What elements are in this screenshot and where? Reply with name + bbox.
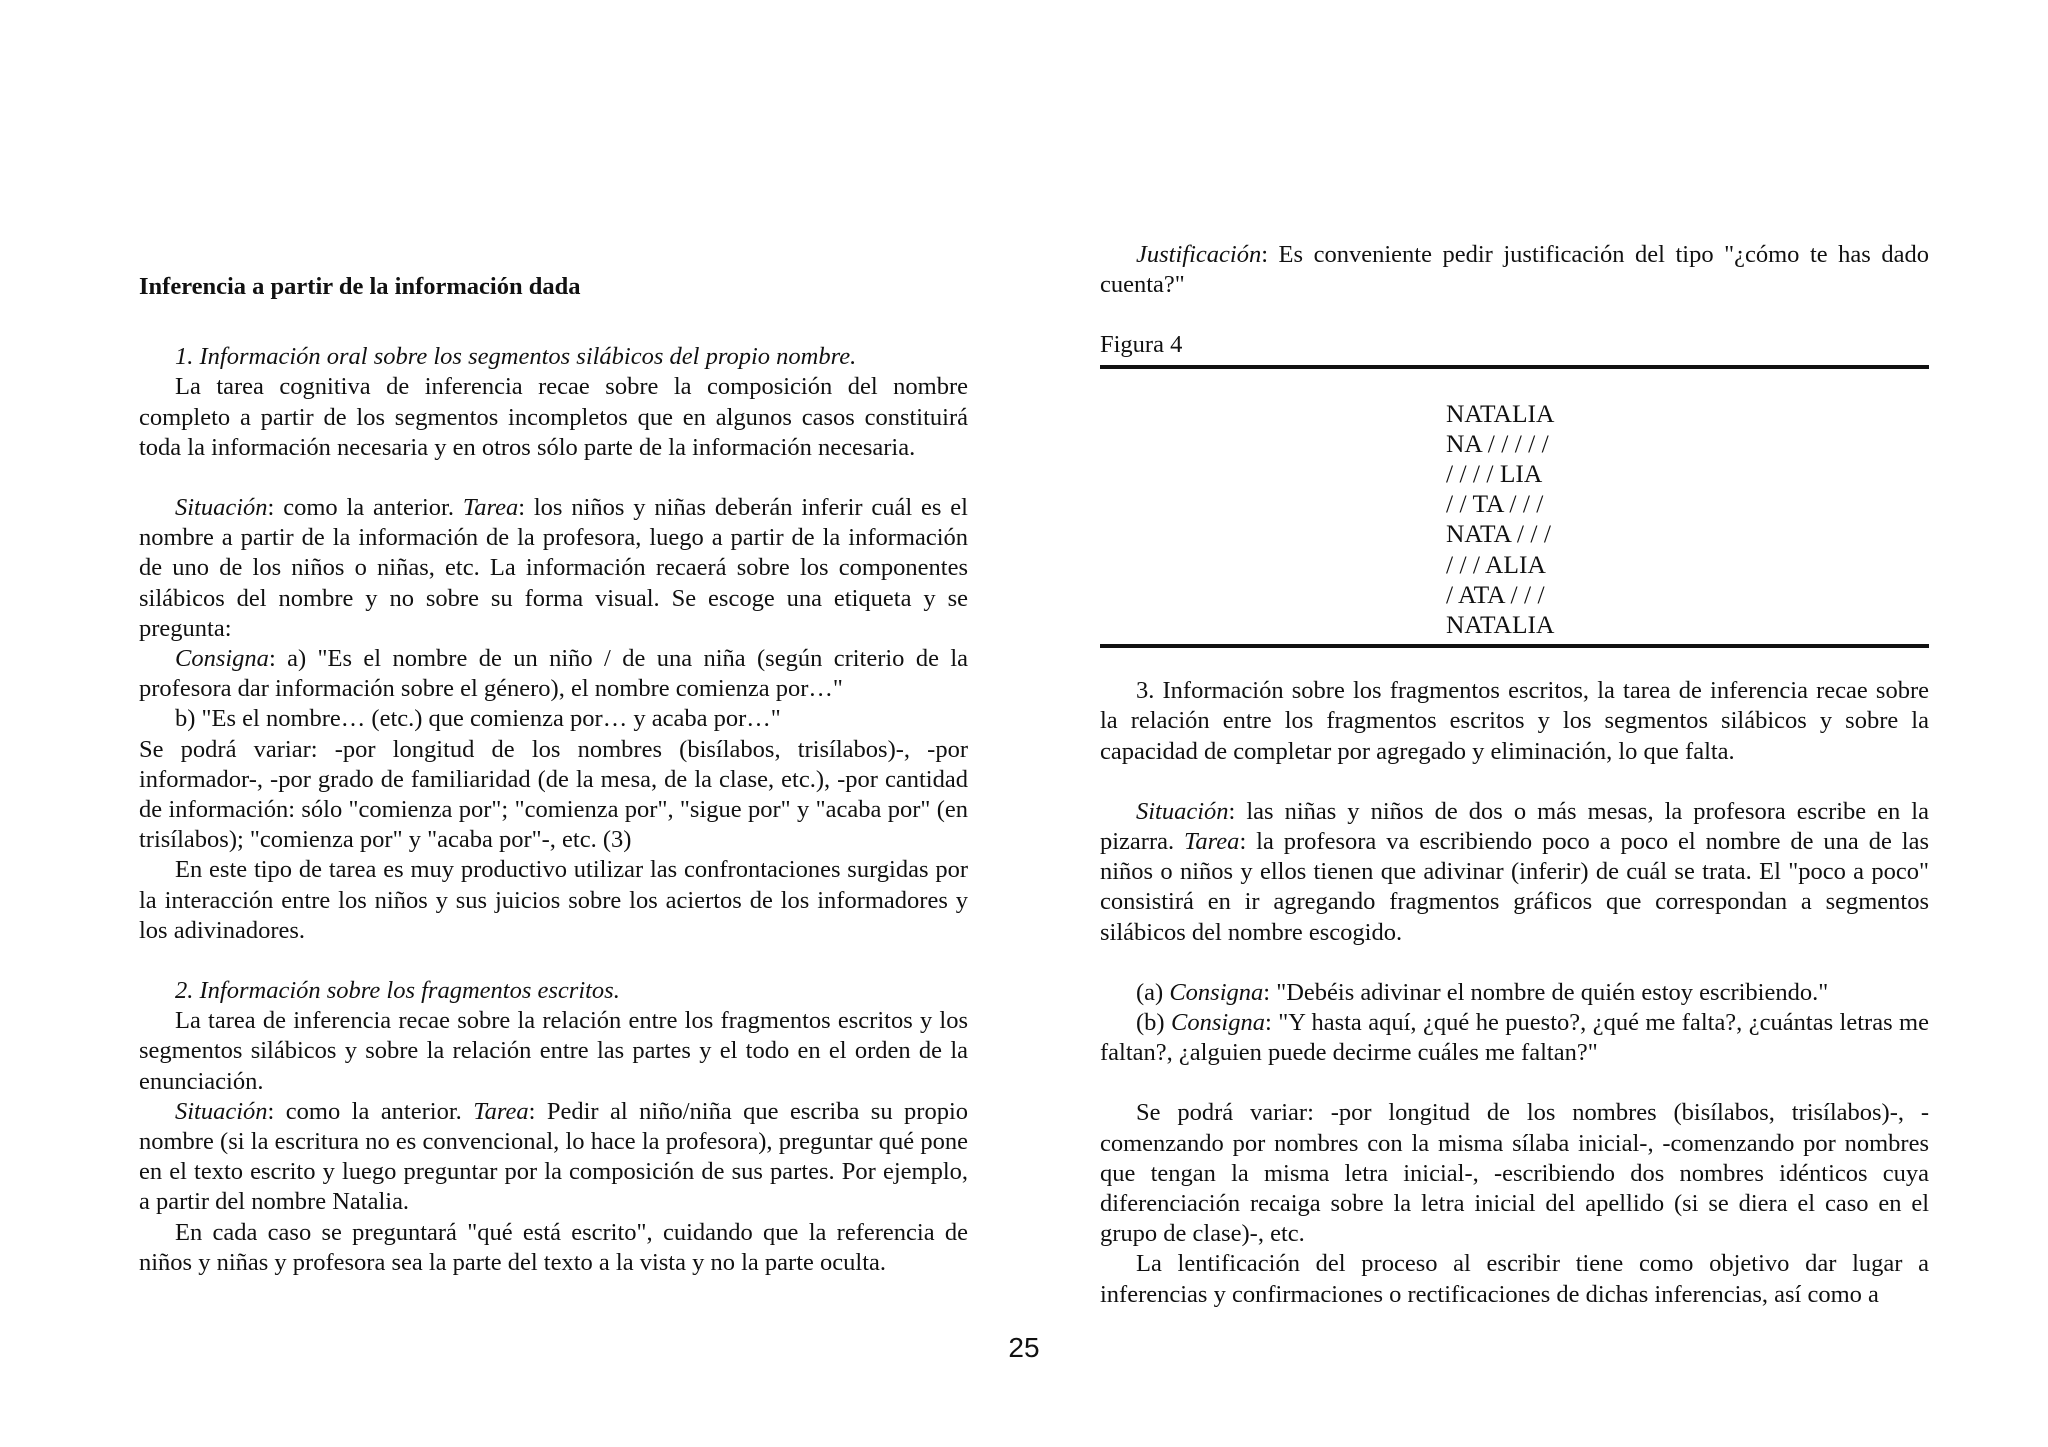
right-column [1100, 240, 1929, 1310]
consigna-b-text: : "Y hasta aquí, ¿qué he puesto?, ¿qué me falta?, ¿cuántas letras me faltan?, ¿alguien puede decirme cuáles me faltan?" [1100, 1009, 1929, 1067]
figure-label: Figura 4 [1100, 331, 1183, 359]
figure-line: / / TA / / / [1446, 489, 1544, 519]
left-column [139, 238, 968, 1278]
subsection-1-consigna [139, 644, 968, 704]
situacion-text: : como la anterior. [267, 1097, 474, 1125]
tarea-label: Tarea [462, 494, 519, 522]
figure-line: NATALIA [1446, 610, 1555, 640]
consigna-b-prefix: (b) [1136, 1009, 1172, 1037]
subsection-2-situacion [139, 1097, 968, 1218]
subsection-1-consigna-b: b) "Es el nombre… (etc.) que comienza por… y acaba por…" [175, 705, 781, 733]
subsection-1-body: La tarea cognitiva de inferencia recae sobre la composición del nombre completo a partir de los segmentos incompletos que en algunos casos constituirá toda la información necesaria y en otros sólo parte de la información necesaria. [139, 373, 968, 461]
situacion-label: Situación [1136, 797, 1229, 825]
section-heading: Inferencia a partir de la información dada [139, 273, 581, 300]
figure-line: / / / ALIA [1446, 549, 1546, 579]
justificacion-text: : Es conveniente pedir justificación del tipo "¿cómo te has dado cuenta?" [1100, 241, 1929, 299]
lentificacion-paragraph: La lentificación del proceso al escribir tiene como objetivo dar lugar a inferencias y confirmaciones o rectificaciones de dichas inferencias, así como a [1100, 1250, 1929, 1308]
situacion-text: : las niñas y niños de dos o más mesas, la profesora escribe en la pizarra. [1100, 797, 1929, 856]
subsection-2-title: 2. Información sobre los fragmentos escritos. [175, 977, 620, 1005]
situacion-text: : como la anterior. [267, 494, 463, 522]
consigna-b [1100, 1008, 1929, 1068]
situacion-label: Situación [175, 1097, 268, 1125]
subsection-3-situacion [1100, 797, 1929, 948]
tarea-label: Tarea [473, 1097, 529, 1125]
consigna-label: Consigna [1169, 978, 1264, 1006]
consigna-label: Consigna [175, 645, 269, 673]
figure-box [1100, 365, 1929, 649]
situacion-label: Situación [175, 494, 268, 522]
justificacion-label: Justificación [1136, 241, 1262, 268]
subsection-1-confrontaciones: En este tipo de tarea es muy productivo utilizar las confrontaciones surgidas por la interacción entre los niños y sus juicios sobre los aciertos de los informadores y los adivinadores. [139, 856, 968, 944]
figure-lines [1446, 399, 1929, 641]
subsection-1-situacion [139, 493, 968, 644]
subsection-1-title: 1. Información oral sobre los segmentos silábicos del propio nombre. [175, 343, 857, 371]
figure-line: / / / / LIA [1446, 459, 1543, 489]
variar-paragraph: Se podrá variar: -por longitud de los nombres (bisílabos, trisílabos)-, -comenzando por nombres con la misma sílaba inicial-, -comenzando por nombres que tengan la misma letra inicial-, -escribiendo dos nombres idénticos cuya diferenciación recaiga sobre la letra inicial del apellido (si se diera el caso en el grupo de clase)-, etc. [1100, 1099, 1929, 1248]
figure-line: NATA / / / [1446, 519, 1551, 549]
subsection-2-body: La tarea de inferencia recae sobre la relación entre los fragmentos escritos y los segmentos silábicos y sobre la relación entre las partes y el todo en el orden de la enunciación. [139, 1007, 968, 1095]
tarea-label: Tarea [1184, 828, 1240, 856]
figure-line: NATALIA [1446, 398, 1555, 428]
consigna-text: : a) "Es el nombre de un niño / de una niña (según criterio de la profesora dar información sobre el género), el nombre comienza por…" [139, 645, 968, 703]
consigna-a-text: : "Debéis adivinar el nombre de quién estoy escribiendo." [1263, 978, 1829, 1006]
tarea-text: : la profesora va escribiendo poco a poco el nombre de una de las niños o niños y ellos tienen que adivinar (inferir) de cuál se trata. El "poco a poco" consistirá en ir agregando fragmentos gráficos que correspondan a segmentos silábicos del nombre escogido. [1100, 828, 1929, 946]
consigna-label: Consigna [1171, 1009, 1265, 1037]
subsection-2-cada-caso: En cada caso se preguntará "qué está escrito", cuidando que la referencia de niños y niñas y profesora sea la parte del texto a la vista y no la parte oculta. [139, 1218, 968, 1276]
justificacion-paragraph [1100, 240, 1929, 300]
consigna-a [1100, 978, 1929, 1008]
tarea-text: : Pedir al niño/niña que escriba su propio nombre (si la escritura no es convencional, lo hace la profesora), preguntar qué pone en el texto escrito y luego preguntar por la composición de sus partes. Por ejemplo, a partir del nombre Natalia. [139, 1097, 968, 1216]
subsection-3-body: 3. Información sobre los fragmentos escritos, la tarea de inferencia recae sobre la relación entre los fragmentos escritos y los segmentos silábicos y sobre la capacidad de completar por agregado y eliminación, lo que falta. [1100, 677, 1929, 765]
subsection-1-variar: Se podrá variar: -por longitud de los nombres (bisílabos, trisílabos)-, -por informador-, -por grado de familiaridad (de la mesa, de la clase, etc.), -por cantidad de información: sólo "comienza por"; "comienza por", "sigue por" y "acaba por" (en trisílabos); "comienza por" y "acaba por"-, etc. (3) [139, 735, 968, 854]
figure-line: NA / / / / / [1446, 428, 1549, 458]
consigna-a-prefix: (a) [1136, 978, 1170, 1006]
figure-line: / ATA / / / [1446, 579, 1545, 609]
tarea-text: : los niños y niñas deberán inferir cuál es el nombre a partir de la información de la profesora, luego a partir de la información de uno de los niños o niñas, etc. La información recaerá sobre los componentes silábicos del nombre y no sobre su forma visual. Se escoge una etiqueta y se pregunta: [139, 494, 968, 642]
page-number: 25 [1008, 1332, 1040, 1363]
